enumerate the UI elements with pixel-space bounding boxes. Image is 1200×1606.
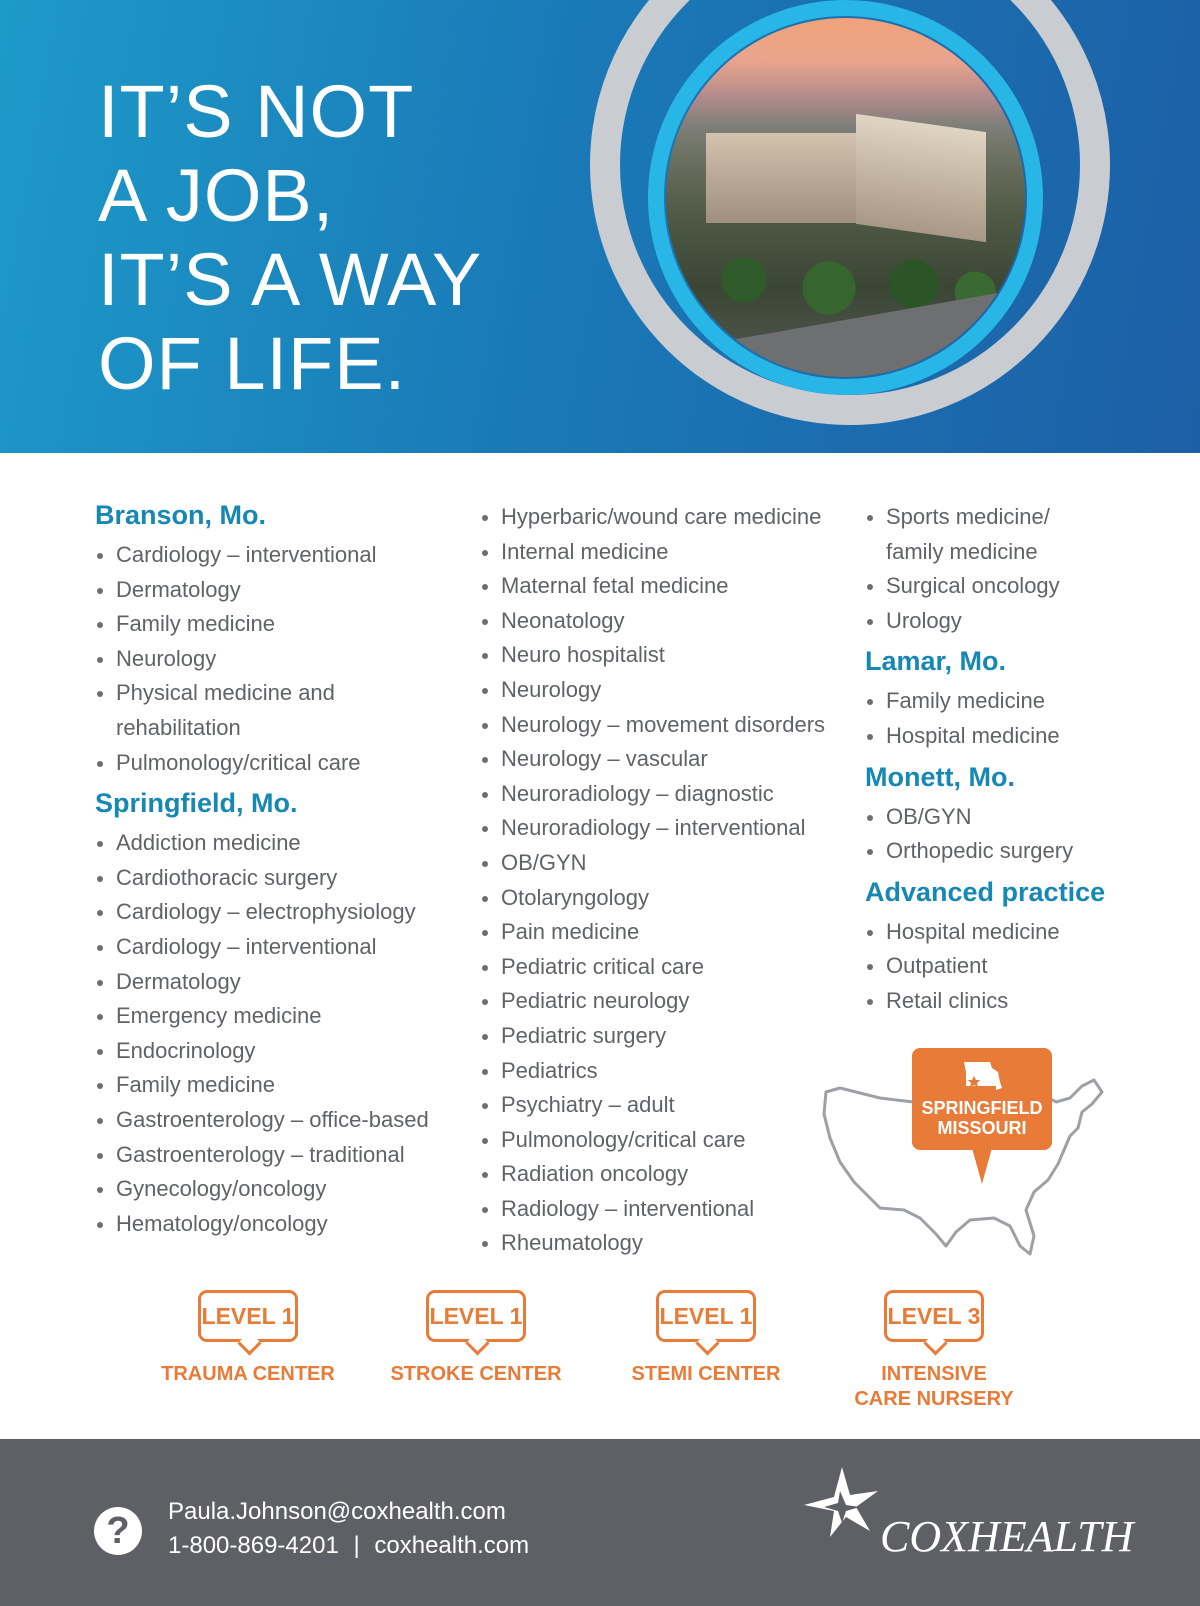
cert-name: TRAUMA CENTER — [161, 1363, 335, 1385]
headline-line: IT’S NOT — [98, 70, 415, 153]
list-item: OB/GYN — [480, 846, 850, 881]
list-item: Cardiology – interventional — [95, 538, 455, 573]
section-heading-monett: Monett, Mo. — [865, 761, 1015, 792]
list-item-continuation: rehabilitation — [116, 714, 241, 740]
cert-name: STROKE CENTER — [390, 1363, 562, 1385]
list-item: Emergency medicine — [95, 999, 455, 1034]
hero-banner — [0, 0, 1200, 453]
cert-name: STEMI CENTER — [631, 1363, 781, 1385]
list-item: Gynecology/oncology — [95, 1172, 455, 1207]
badge-pointer — [972, 1148, 992, 1184]
list-item: Internal medicine — [480, 535, 850, 570]
list-item: Pediatric critical care — [480, 950, 850, 985]
list-item: Otolaryngology — [480, 881, 850, 916]
headline — [98, 70, 482, 406]
list-item: Cardiothoracic surgery — [95, 861, 455, 896]
list-item: Neurology – vascular — [480, 742, 850, 777]
cert-trauma-center — [148, 1290, 348, 1387]
list-item: Neuroradiology – diagnostic — [480, 777, 850, 812]
list-item: Hyperbaric/wound care medicine — [480, 500, 850, 535]
list-item: Pulmonology/critical care — [480, 1123, 850, 1158]
website-link[interactable]: coxhealth.com — [374, 1532, 530, 1559]
cert-name — [834, 1362, 1034, 1412]
section-heading-advanced-practice: Advanced practice — [865, 876, 1106, 907]
phone-number[interactable]: 1-800-869-4201 — [168, 1532, 339, 1559]
hospital-aerial-photo — [666, 18, 1025, 377]
cert-stroke-center — [376, 1290, 576, 1387]
separator: | — [353, 1532, 360, 1559]
list-item: Neonatology — [480, 604, 850, 639]
logo-text: COXHEALTH — [880, 1512, 1134, 1561]
help-icon: ? — [94, 1507, 142, 1555]
list-lamar — [865, 684, 1165, 753]
list-branson — [95, 538, 455, 780]
list-item: Outpatient — [865, 949, 1165, 984]
springfield-location-badge — [912, 1048, 1052, 1150]
list-item: Pediatric surgery — [480, 1019, 850, 1054]
cert-level-badge: LEVEL 3 — [884, 1290, 984, 1342]
footer — [0, 1439, 1200, 1606]
email-link[interactable]: Paula.Johnson@coxhealth.com — [168, 1498, 506, 1525]
list-item: Hospital medicine — [865, 719, 1165, 754]
column-2 — [480, 500, 850, 1267]
list-item: Physical medicine and — [95, 676, 455, 711]
headline-line: A JOB, — [98, 154, 335, 237]
list-item: Cardiology – interventional — [95, 930, 455, 965]
list-item: Endocrinology — [95, 1034, 455, 1069]
cert-intensive-care-nursery — [834, 1290, 1034, 1412]
section-heading-springfield: Springfield, Mo. — [95, 788, 298, 819]
list-item: Dermatology — [95, 573, 455, 608]
list-item: Urology — [865, 604, 1165, 639]
list-item: Rheumatology — [480, 1226, 850, 1261]
list-monett — [865, 800, 1165, 869]
list-item: OB/GYN — [865, 800, 1165, 835]
list-item: Family medicine — [95, 607, 455, 642]
list-item: Hospital medicine — [865, 915, 1165, 950]
list-item: Retail clinics — [865, 984, 1165, 1019]
list-item-continuation: family medicine — [886, 538, 1038, 564]
list-item: Cardiology – electrophysiology — [95, 895, 455, 930]
list-springfield-2 — [480, 500, 850, 1261]
list-item: Neuro hospitalist — [480, 638, 850, 673]
list-item: Hematology/oncology — [95, 1207, 455, 1242]
list-item: Pain medicine — [480, 915, 850, 950]
list-springfield-3 — [865, 500, 1165, 638]
list-item: Gastroenterology – office-based — [95, 1103, 455, 1138]
headline-line: OF LIFE. — [98, 322, 407, 405]
list-item: Pediatric neurology — [480, 984, 850, 1019]
list-item: Radiation oncology — [480, 1157, 850, 1192]
building-wing-right — [856, 114, 986, 242]
list-item: Sports medicine/ — [865, 500, 1165, 535]
list-item: Orthopedic surgery — [865, 834, 1165, 869]
list-item: Neurology – movement disorders — [480, 708, 850, 743]
cert-level-badge: LEVEL 1 — [426, 1290, 526, 1342]
map-badge-line: SPRINGFIELD — [921, 1098, 1043, 1118]
cert-name-line: CARE NURSERY — [854, 1388, 1014, 1410]
list-item: Surgical oncology — [865, 569, 1165, 604]
list-springfield-1 — [95, 826, 455, 1241]
list-item: Addiction medicine — [95, 826, 455, 861]
cert-level-badge: LEVEL 1 — [656, 1290, 756, 1342]
cert-level-badge: LEVEL 1 — [198, 1290, 298, 1342]
list-item: Family medicine — [865, 684, 1165, 719]
building-wing-left — [706, 133, 876, 223]
list-item: Neurology — [480, 673, 850, 708]
list-item: Family medicine — [95, 1068, 455, 1103]
map-badge-line: MISSOURI — [937, 1118, 1027, 1138]
list-item: Psychiatry – adult — [480, 1088, 850, 1123]
list-item: Gastroenterology – traditional — [95, 1138, 455, 1173]
list-item: Neuroradiology – interventional — [480, 811, 850, 846]
cert-stemi-center — [606, 1290, 806, 1387]
missouri-state-icon — [960, 1058, 1004, 1094]
section-heading-branson: Branson, Mo. — [95, 500, 267, 530]
column-1 — [95, 498, 455, 1247]
list-advanced-practice — [865, 915, 1165, 1019]
list-item: Neurology — [95, 642, 455, 677]
list-item: Maternal fetal medicine — [480, 569, 850, 604]
section-heading-lamar: Lamar, Mo. — [865, 646, 1007, 677]
cert-name-line: INTENSIVE — [881, 1363, 987, 1385]
headline-line: IT’S A WAY — [98, 238, 483, 321]
contact-info — [168, 1495, 529, 1563]
list-item: Radiology – interventional — [480, 1192, 850, 1227]
list-item: Pulmonology/critical care — [95, 746, 455, 781]
list-item: Dermatology — [95, 965, 455, 1000]
column-3 — [865, 500, 1165, 1025]
list-item: Pediatrics — [480, 1054, 850, 1089]
